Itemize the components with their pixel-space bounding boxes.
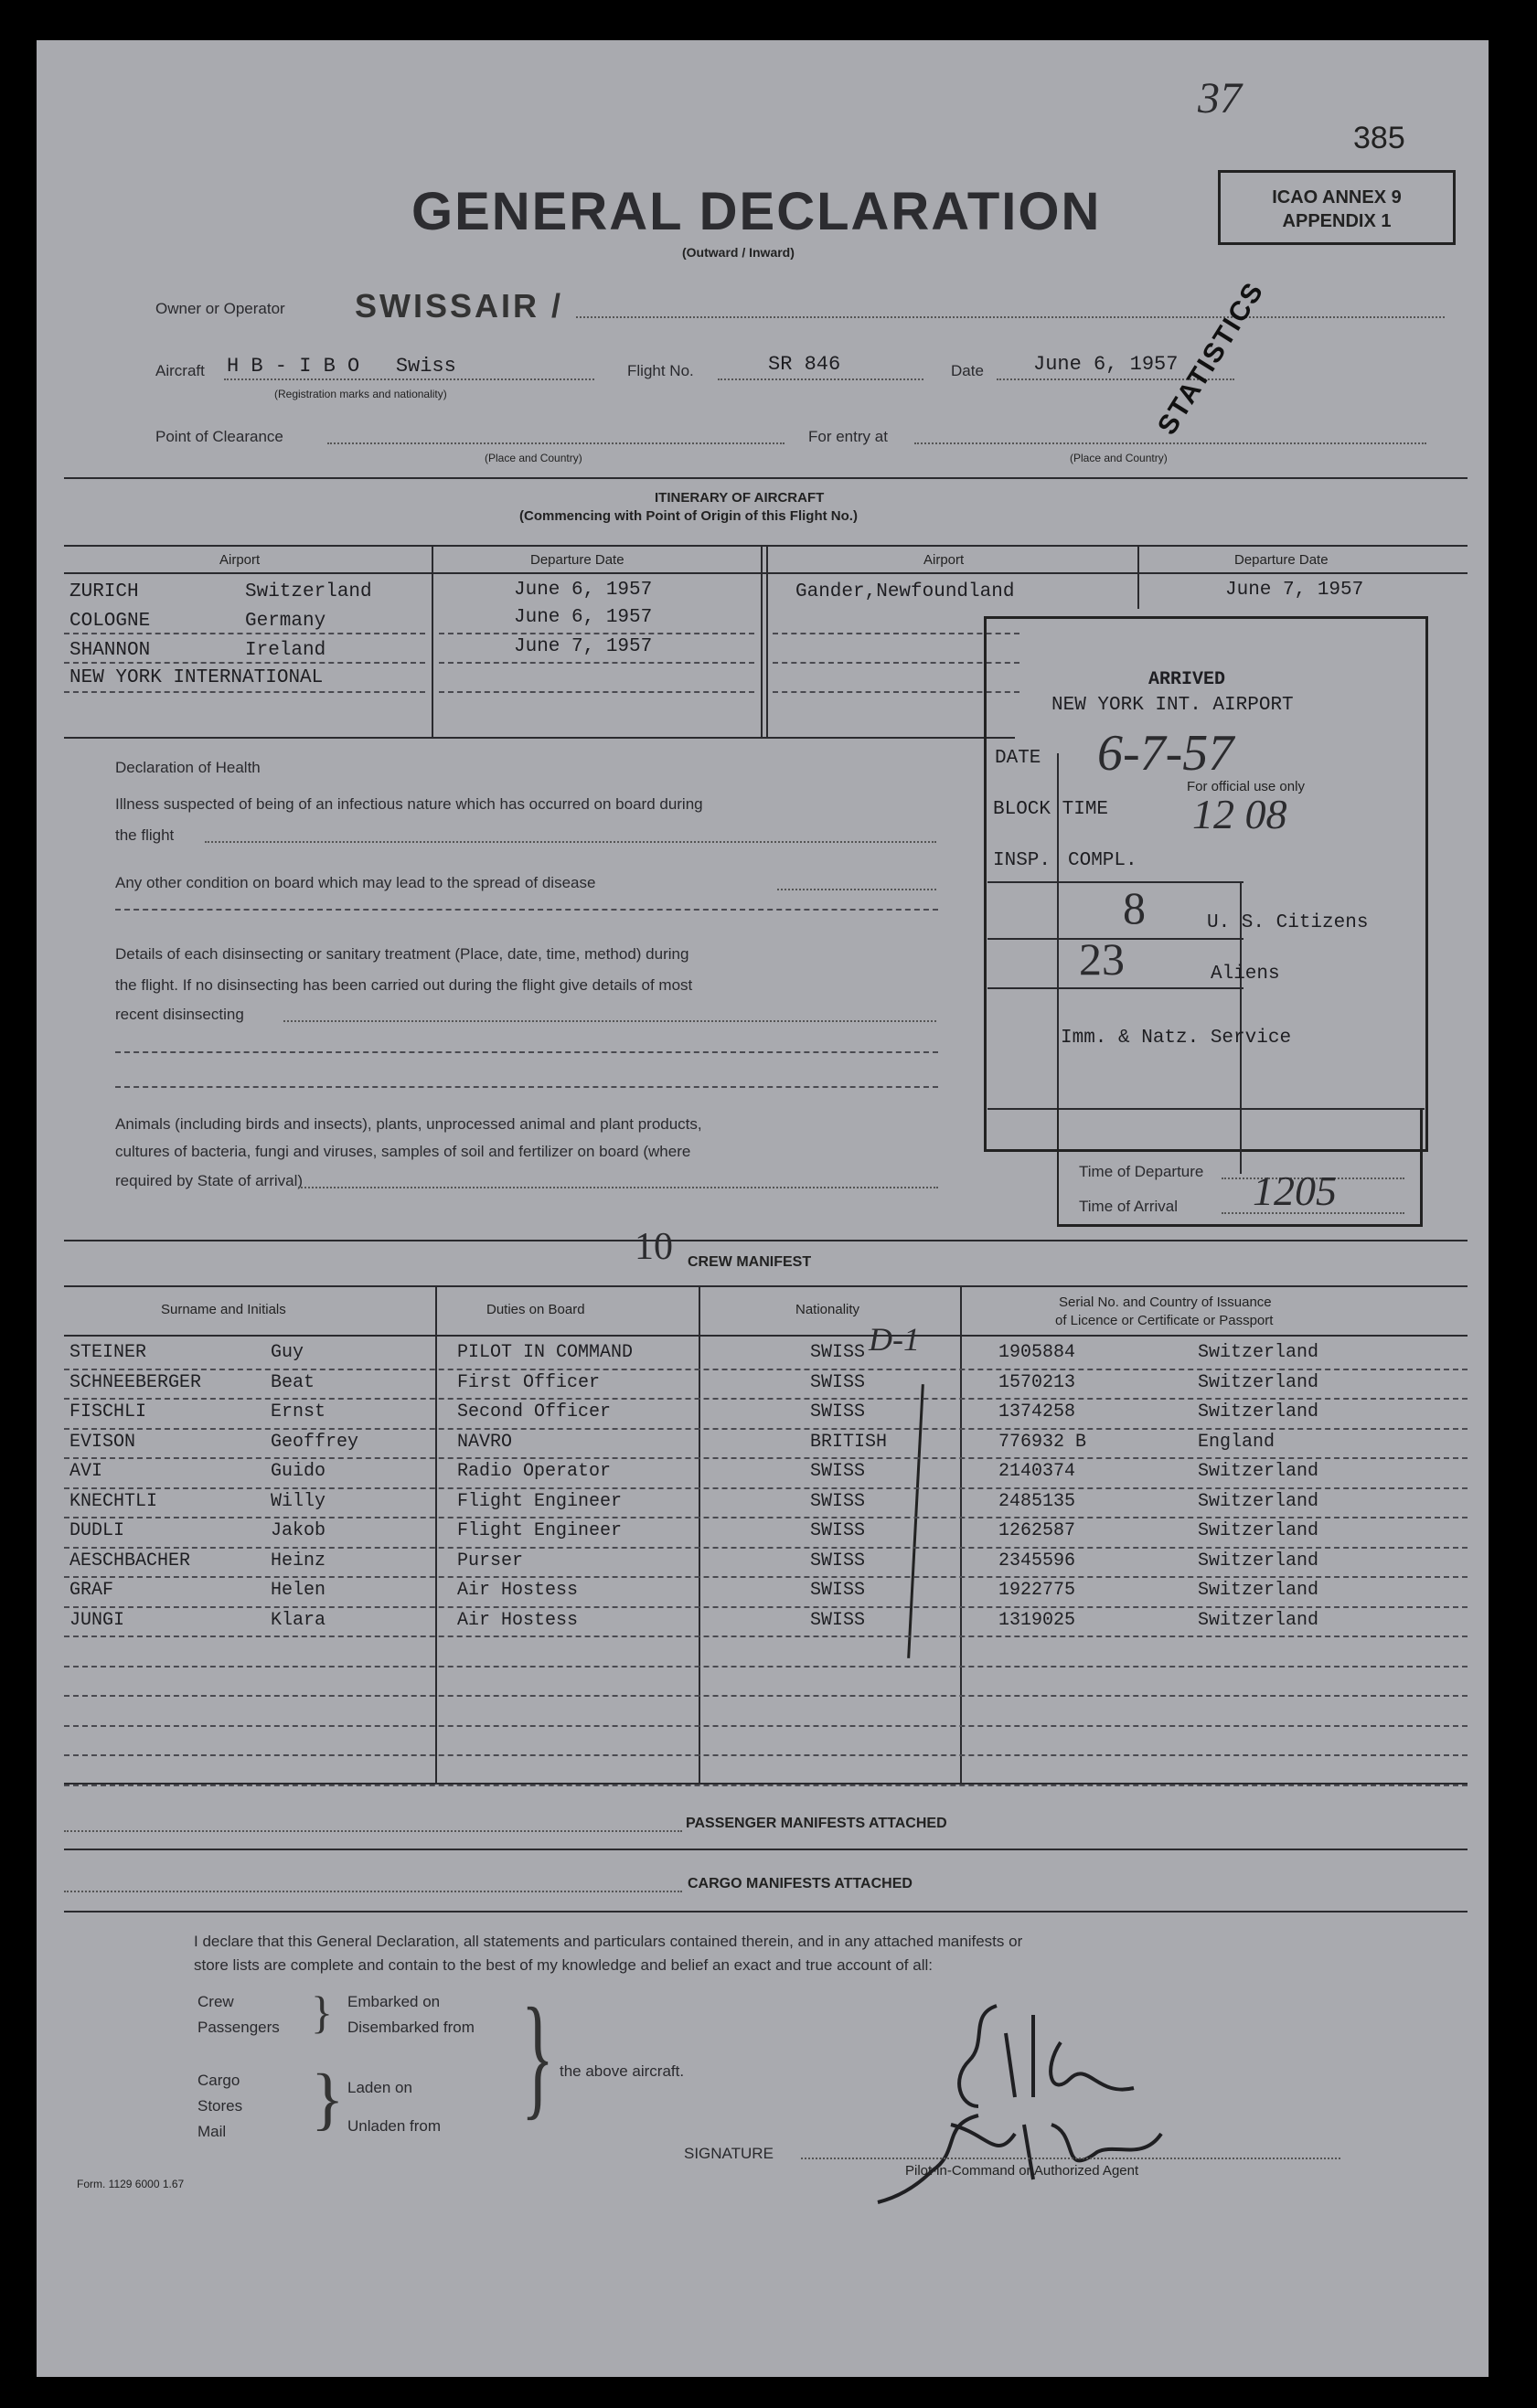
crew-cell-nat: SWISS	[810, 1580, 866, 1601]
flight-value: SR 846	[768, 353, 841, 376]
crew-cell-surname: FISCHLI	[69, 1401, 147, 1422]
entry-note: (Place and Country)	[1070, 452, 1168, 464]
crew-header-serial: Serial No. and Country of Issuance	[1059, 1295, 1272, 1310]
crew-cell-given: Willy	[271, 1490, 326, 1512]
table-row-divider	[64, 1457, 1468, 1459]
document-page	[37, 40, 1489, 2377]
crew-cell-nat: BRITISH	[810, 1431, 888, 1453]
arrived-label: ARRIVED	[1148, 669, 1226, 690]
health-q3b: the flight. If no disinsecting has been carried out during the flight give details of most	[115, 976, 693, 994]
crew-cell-country: Switzerland	[1198, 1401, 1319, 1422]
decl-above: the above aircraft.	[560, 2062, 685, 2080]
health-q2: Any other condition on board which may lead to the spread of disease	[115, 874, 596, 891]
cargo-manifests: CARGO MANIFESTS ATTACHED	[688, 1876, 913, 1891]
crew-cell-duty: PILOT IN COMMAND	[457, 1342, 634, 1363]
crew-cell-country: Switzerland	[1198, 1609, 1319, 1631]
block-time-value: 12 08	[1192, 791, 1287, 837]
aircraft-label: Aircraft	[155, 362, 205, 379]
health-q4c: required by State of arrival)	[115, 1172, 304, 1189]
crew-cell-nat: SWISS	[810, 1401, 866, 1422]
crew-cell-given: Guido	[271, 1461, 326, 1482]
icao-line2: APPENDIX 1	[1282, 211, 1392, 231]
table-row-divider	[64, 1428, 1468, 1430]
crew-cell-given: Klara	[271, 1609, 326, 1631]
service-label: Imm. & Natz. Service	[1061, 1028, 1292, 1049]
itin-right-airport-1: Gander,Newfoundland	[795, 581, 1015, 602]
crew-header-name: Surname and Initials	[161, 1302, 286, 1317]
decl-cargo: Cargo	[197, 2072, 240, 2089]
crew-cell-surname: GRAF	[69, 1580, 114, 1601]
decl-laden: Laden on	[347, 2079, 412, 2096]
table-row-divider	[64, 1369, 1468, 1370]
table-row-divider	[64, 1517, 1468, 1518]
itin-right-date-1: June 7, 1957	[1225, 580, 1364, 601]
crew-cell-duty: Air Hostess	[457, 1580, 579, 1601]
page-subtitle: (Outward / Inward)	[682, 245, 795, 260]
crew-cell-country: Switzerland	[1198, 1580, 1319, 1601]
table-row-divider	[64, 1398, 1468, 1400]
block-time-label: BLOCK TIME	[993, 799, 1109, 820]
crew-cell-duty: Flight Engineer	[457, 1490, 623, 1512]
signature-label: SIGNATURE	[684, 2145, 774, 2162]
brace-3: }	[521, 1980, 554, 2132]
decl-disembarked: Disembarked from	[347, 2019, 475, 2036]
aliens-label: Aliens	[1211, 964, 1280, 985]
crew-cell-nat: SWISS	[810, 1550, 866, 1572]
brace-2: }	[311, 2061, 345, 2137]
time-arrival-label: Time of Arrival	[1079, 1198, 1179, 1215]
us-citizens-label: U. S. Citizens	[1207, 912, 1369, 933]
crew-cell-given: Jakob	[271, 1520, 326, 1541]
crew-cell-country: England	[1198, 1431, 1275, 1453]
health-q3c: recent disinsecting	[115, 1006, 244, 1023]
crew-count: 10	[635, 1226, 673, 1268]
declaration-line2: store lists are complete and contain to the best of my knowledge and belief an exact and true account of all:	[194, 1956, 933, 1974]
itin-left-date-2: June 6, 1957	[514, 607, 653, 628]
crew-cell-country: Switzerland	[1198, 1520, 1319, 1541]
table-row-divider	[64, 1695, 1468, 1697]
crew-cell-serial: 2140374	[998, 1461, 1076, 1482]
entry-label: For entry at	[808, 428, 888, 445]
owner-value: SWISSAIR /	[355, 287, 564, 325]
itinerary-title: ITINERARY OF AIRCRAFT	[655, 490, 825, 506]
itin-left-country-1: Switzerland	[245, 581, 372, 602]
itinerary-subtitle: (Commencing with Point of Origin of this Flight No.)	[519, 508, 858, 524]
crew-cell-serial: 2485135	[998, 1490, 1076, 1512]
declaration-line1: I declare that this General Declaration, all statements and particulars contained therein, and in any attached manifests or	[194, 1933, 1023, 1950]
crew-cell-country: Switzerland	[1198, 1461, 1319, 1482]
crew-cell-serial: 1262587	[998, 1520, 1076, 1541]
crew-cell-nat: SWISS	[810, 1371, 866, 1393]
crew-cell-given: Beat	[271, 1371, 315, 1393]
date-value: June 6, 1957	[1033, 353, 1179, 376]
signature-agent: Pilot-in-Command or Authorized Agent	[905, 2163, 1139, 2179]
brace-1: }	[311, 1987, 333, 2038]
decl-unladen: Unladen from	[347, 2117, 442, 2135]
crew-cell-serial: 1570213	[998, 1371, 1076, 1393]
page-number: 385	[1353, 121, 1405, 155]
crew-cell-surname: EVISON	[69, 1431, 136, 1453]
passenger-manifests: PASSENGER MANIFESTS ATTACHED	[686, 1816, 947, 1831]
crew-cell-surname: STEINER	[69, 1342, 147, 1363]
crew-cell-serial: 776932 B	[998, 1431, 1087, 1453]
crew-cell-given: Ernst	[271, 1401, 326, 1422]
date-label: Date	[951, 362, 984, 379]
us-citizens-count: 8	[1123, 882, 1146, 933]
aircraft-note: (Registration marks and nationality)	[274, 388, 447, 400]
icao-line1: ICAO ANNEX 9	[1272, 187, 1402, 208]
crew-cell-country: Switzerland	[1198, 1550, 1319, 1572]
nationality-note: D-1	[869, 1321, 920, 1358]
flight-label: Flight No.	[627, 362, 694, 379]
itin-left-country-2: Germany	[245, 611, 326, 632]
decl-mail: Mail	[197, 2123, 227, 2140]
crew-cell-given: Guy	[271, 1342, 304, 1363]
stamp-date-label: DATE	[995, 748, 1041, 769]
crew-cell-surname: SCHNEEBERGER	[69, 1371, 202, 1393]
stamp-date-value: 6-7-57	[1097, 725, 1234, 782]
crew-cell-given: Heinz	[271, 1550, 326, 1572]
itin-left-city-2: COLOGNE	[69, 611, 151, 632]
crew-cell-duty: Radio Operator	[457, 1461, 612, 1482]
itin-left-date-3: June 7, 1957	[514, 636, 653, 657]
compl-label: COMPL.	[1068, 850, 1137, 871]
itin-header-airport-1: Airport	[219, 552, 261, 568]
health-q4b: cultures of bacteria, fungi and viruses, samples of soil and fertilizer on board (where	[115, 1143, 691, 1160]
handwritten-number: 37	[1198, 74, 1242, 123]
crew-cell-serial: 1922775	[998, 1580, 1076, 1601]
crew-cell-serial: 2345596	[998, 1550, 1076, 1572]
aliens-count: 23	[1079, 933, 1125, 985]
crew-cell-given: Helen	[271, 1580, 326, 1601]
official-use-label: For official use only	[1187, 779, 1305, 794]
crew-cell-nat: SWISS	[810, 1609, 866, 1631]
aircraft-value: H B - I B O Swiss	[227, 355, 456, 378]
insp-label: INSP.	[993, 850, 1051, 871]
table-row-divider	[64, 1487, 1468, 1489]
decl-embarked: Embarked on	[347, 1993, 441, 2010]
health-q4a: Animals (including birds and insects), plants, unprocessed animal and plant products,	[115, 1115, 702, 1133]
crew-cell-duty: Air Hostess	[457, 1609, 579, 1631]
owner-label: Owner or Operator	[155, 300, 285, 317]
crew-cell-nat: SWISS	[810, 1461, 866, 1482]
itin-header-date-2: Departure Date	[1234, 552, 1329, 568]
crew-cell-surname: AESCHBACHER	[69, 1550, 191, 1572]
crew-cell-nat: SWISS	[810, 1520, 866, 1541]
arrived-airport: NEW YORK INT. AIRPORT	[1051, 695, 1294, 716]
crew-cell-country: Switzerland	[1198, 1342, 1319, 1363]
health-q3a: Details of each disinsecting or sanitary treatment (Place, date, time, method) during	[115, 945, 689, 963]
decl-stores: Stores	[197, 2097, 243, 2115]
crew-cell-duty: Second Officer	[457, 1401, 612, 1422]
itin-header-airport-2: Airport	[923, 552, 965, 568]
table-row-divider	[64, 1606, 1468, 1608]
table-row-divider	[64, 1666, 1468, 1667]
crew-header-licence: of Licence or Certificate or Passport	[1055, 1313, 1274, 1328]
crew-cell-nat: SWISS	[810, 1490, 866, 1512]
crew-cell-duty: Flight Engineer	[457, 1520, 623, 1541]
health-title: Declaration of Health	[115, 759, 261, 776]
itin-header-date-1: Departure Date	[530, 552, 624, 568]
table-row-divider	[64, 1636, 1468, 1637]
itin-left-city-3: SHANNON	[69, 640, 151, 661]
handwritten-bracket-line	[907, 1384, 924, 1658]
itin-left-city-4: NEW YORK INTERNATIONAL	[69, 667, 324, 688]
table-row-divider	[64, 1576, 1468, 1578]
crew-cell-nat: SWISS	[810, 1342, 866, 1363]
crew-cell-surname: JUNGI	[69, 1609, 125, 1631]
crew-cell-given: Geoffrey	[271, 1431, 359, 1453]
crew-header-nationality: Nationality	[795, 1302, 860, 1317]
statistics-stamp: STATISTICS	[1152, 276, 1270, 441]
crew-title: CREW MANIFEST	[688, 1254, 812, 1270]
clearance-note: (Place and Country)	[485, 452, 582, 464]
decl-passengers: Passengers	[197, 2019, 280, 2036]
crew-cell-surname: DUDLI	[69, 1520, 125, 1541]
form-number: Form. 1129 6000 1.67	[77, 2178, 185, 2190]
decl-crew: Crew	[197, 1993, 234, 2010]
health-q1b: the flight	[115, 826, 175, 844]
crew-cell-country: Switzerland	[1198, 1490, 1319, 1512]
icao-box	[1218, 170, 1456, 245]
crew-cell-serial: 1374258	[998, 1401, 1076, 1422]
clearance-label: Point of Clearance	[155, 428, 283, 445]
crew-cell-duty: First Officer	[457, 1371, 601, 1393]
itin-left-date-1: June 6, 1957	[514, 580, 653, 601]
page-title: GENERAL DECLARATION	[411, 182, 1102, 241]
time-arrival-value: 1205	[1253, 1167, 1337, 1214]
table-row-divider	[64, 1725, 1468, 1727]
table-row-divider	[64, 1547, 1468, 1549]
crew-cell-surname: AVI	[69, 1461, 103, 1482]
crew-cell-duty: Purser	[457, 1550, 524, 1572]
crew-cell-serial: 1319025	[998, 1609, 1076, 1631]
crew-cell-serial: 1905884	[998, 1342, 1076, 1363]
table-row-divider	[64, 1754, 1468, 1756]
crew-cell-surname: KNECHTLI	[69, 1490, 158, 1512]
health-q1a: Illness suspected of being of an infectious nature which has occurred on board during	[115, 795, 703, 813]
itin-left-country-3: Ireland	[245, 640, 326, 661]
itin-left-city-1: ZURICH	[69, 581, 139, 602]
crew-header-duties: Duties on Board	[486, 1302, 585, 1317]
time-departure-label: Time of Departure	[1079, 1163, 1204, 1180]
crew-cell-duty: NAVRO	[457, 1431, 513, 1453]
crew-cell-country: Switzerland	[1198, 1371, 1319, 1393]
